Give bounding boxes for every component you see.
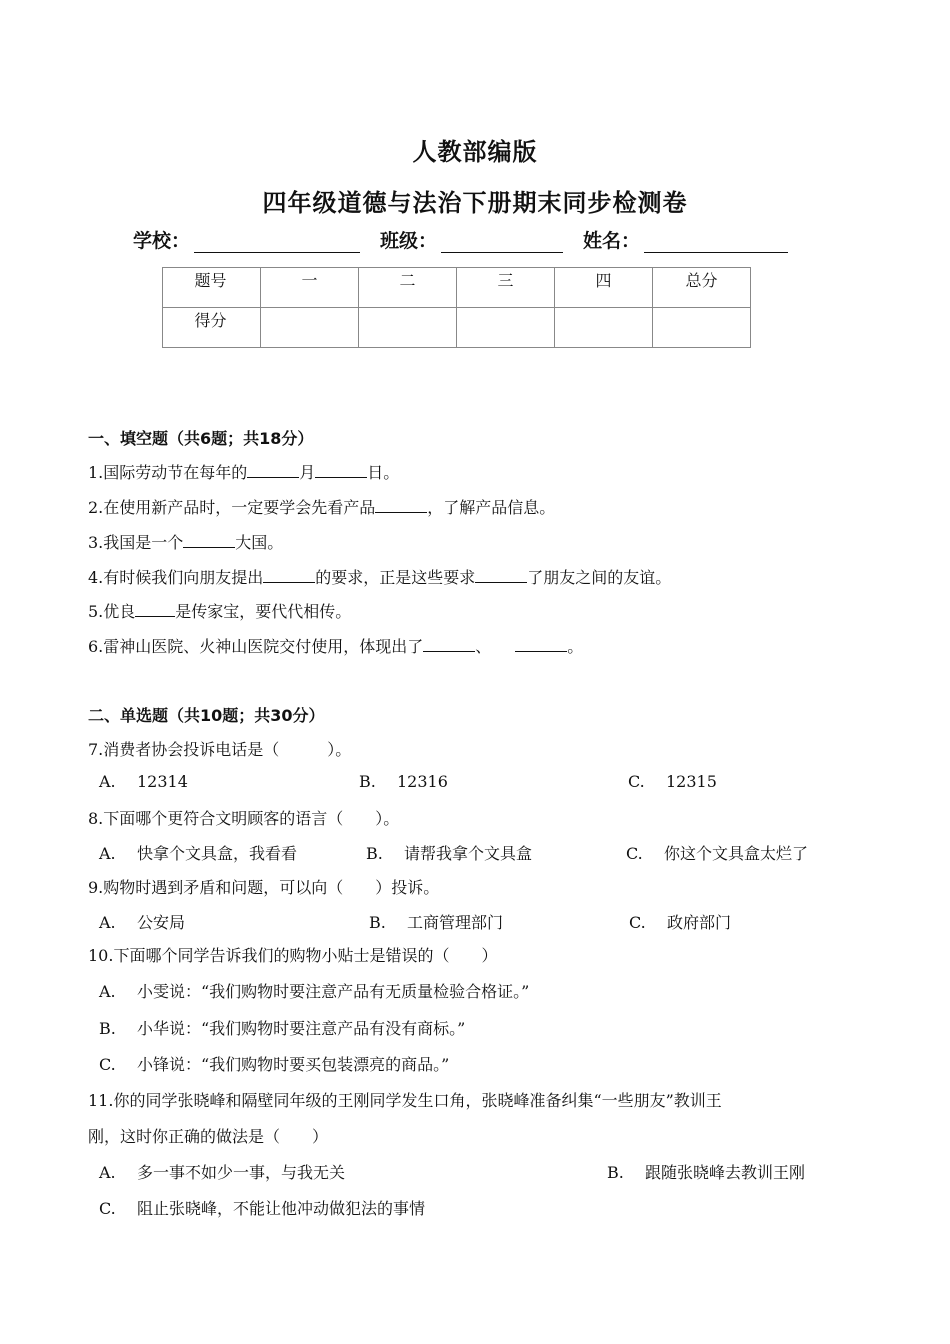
question-10-option-c[interactable]: C. 小锋说：“我们购物时要买包装漂亮的商品。” — [99, 1055, 450, 1074]
cell-section-3: 三 — [457, 268, 555, 308]
blank-5[interactable] — [135, 601, 175, 617]
school-label: 学校： — [133, 230, 191, 252]
blank-4b[interactable] — [475, 567, 527, 583]
question-9-option-b[interactable]: B. 工商管理部门 — [369, 913, 504, 932]
question-7-stem: 7.消费者协会投诉电话是（ ）。 — [88, 740, 352, 759]
question-5: 5.优良 是传家宝，要代代相传。 — [88, 602, 352, 621]
blank-6a[interactable] — [423, 636, 475, 652]
score-cell-total[interactable] — [653, 308, 751, 348]
blank-6b[interactable] — [515, 636, 567, 652]
question-10-option-b[interactable]: B. 小华说：“我们购物时要注意产品有没有商标。” — [99, 1019, 466, 1038]
exam-title: 四年级道德与法治下册期末同步检测卷 — [262, 189, 688, 217]
cell-section-1: 一 — [261, 268, 359, 308]
score-table — [162, 267, 751, 348]
question-10-stem: 10.下面哪个同学告诉我们的购物小贴士是错误的（ ） — [88, 946, 498, 965]
question-11-option-a[interactable]: A. 多一事不如少一事，与我无关 — [99, 1163, 346, 1182]
score-cell-3[interactable] — [457, 308, 555, 348]
question-8-stem: 8.下面哪个更符合文明顾客的语言（ ）。 — [88, 809, 400, 828]
cell-section-2: 二 — [359, 268, 457, 308]
blank-2[interactable] — [375, 497, 427, 513]
cell-section-4: 四 — [555, 268, 653, 308]
section-2-title: 二、单选题（共10题；共30分） — [88, 706, 325, 725]
question-8-option-c[interactable]: C. 你这个文具盒太烂了 — [626, 844, 809, 863]
question-9-option-c[interactable]: C. 政府部门 — [629, 913, 732, 932]
score-table-header-row — [163, 268, 751, 308]
cell-total: 总分 — [653, 268, 751, 308]
question-4: 4.有时候我们向朋友提出 的要求，正是这些要求 了朋友之间的友谊。 — [88, 568, 672, 587]
question-11-option-c[interactable]: C. 阻止张晓峰，不能让他冲动做犯法的事情 — [99, 1199, 426, 1218]
score-table-score-row — [163, 308, 751, 348]
name-label: 姓名： — [583, 230, 641, 252]
question-11-option-b[interactable]: B. 跟随张晓峰去教训王刚 — [607, 1163, 806, 1182]
cell-score-label: 得分 — [163, 308, 261, 348]
question-10-option-a[interactable]: A. 小雯说：“我们购物时要注意产品有无质量检验合格证。” — [99, 982, 530, 1001]
question-9-stem: 9.购物时遇到矛盾和问题，可以向（ ）投诉。 — [88, 878, 440, 897]
score-cell-1[interactable] — [261, 308, 359, 348]
score-cell-2[interactable] — [359, 308, 457, 348]
question-11-stem-line2: 刚，这时你正确的做法是（ ） — [88, 1127, 329, 1146]
blank-1b[interactable] — [315, 462, 367, 478]
question-6: 6.雷神山医院、火神山医院交付使用，体现出了 、 。 — [88, 637, 584, 656]
blank-4a[interactable] — [263, 567, 315, 583]
cell-question-number-label: 题号 — [163, 268, 261, 308]
question-8-option-a[interactable]: A. 快拿个文具盒，我看看 — [99, 844, 298, 863]
section-1-title: 一、填空题（共6题；共18分） — [88, 429, 314, 448]
class-field[interactable] — [441, 234, 563, 253]
name-field[interactable] — [644, 234, 788, 253]
question-8-option-b[interactable]: B. 请帮我拿个文具盒 — [366, 844, 533, 863]
question-7-option-a[interactable]: A. 12314 — [99, 772, 188, 791]
question-2: 2.在使用新产品时，一定要学会先看产品 ，了解产品信息。 — [88, 498, 556, 517]
blank-3[interactable] — [183, 532, 235, 548]
question-11-stem-line1: 11.你的同学张晓峰和隔壁同年级的王刚同学发生口角，张晓峰准备纠集“一些朋友”教训王 — [88, 1091, 722, 1110]
question-3: 3.我国是一个 大国。 — [88, 533, 284, 552]
question-9-option-a[interactable]: A. 公安局 — [99, 913, 186, 932]
score-cell-4[interactable] — [555, 308, 653, 348]
student-info-row — [133, 226, 792, 253]
publisher-title: 人教部编版 — [412, 138, 538, 166]
question-7-option-c[interactable]: C. 12315 — [628, 772, 717, 791]
question-1: 1.国际劳动节在每年的 月 日。 — [88, 463, 400, 482]
class-label: 班级： — [380, 230, 438, 252]
question-7-option-b[interactable]: B. 12316 — [359, 772, 448, 791]
blank-1a[interactable] — [247, 462, 299, 478]
school-field[interactable] — [194, 234, 360, 253]
